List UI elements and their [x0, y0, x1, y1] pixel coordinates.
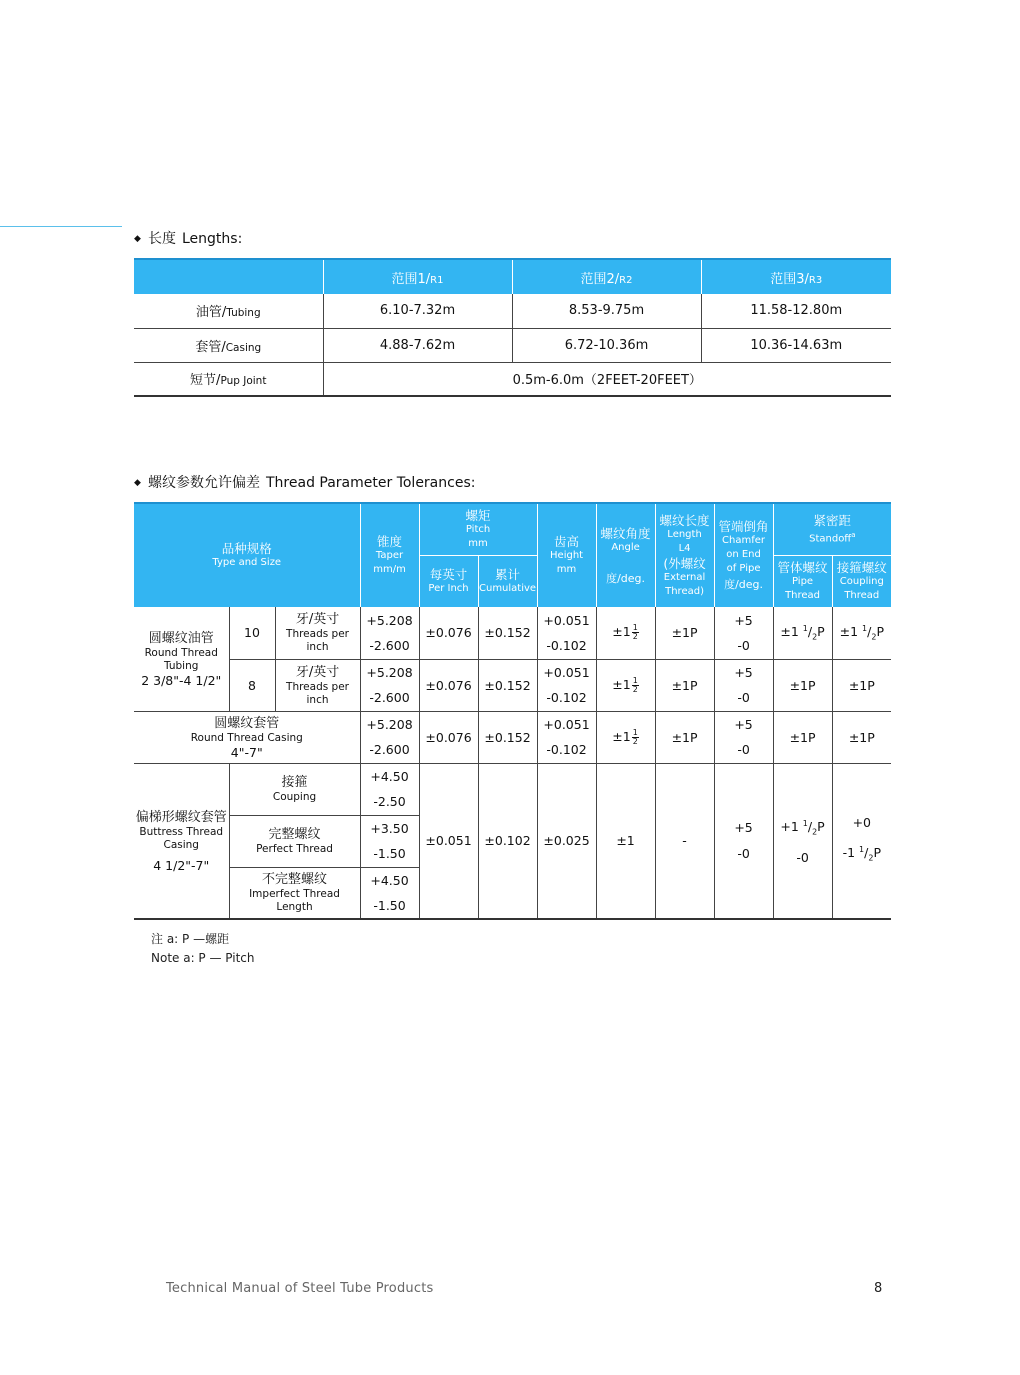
- taper-plus: +4.50: [360, 763, 419, 789]
- angle-value: ±1 $\frac{1}{2}$: [596, 659, 655, 711]
- table-row: [134, 607, 891, 633]
- table-row: [134, 763, 891, 789]
- table-cell: 6.10-7.32m: [323, 294, 512, 328]
- cumulative-value: ±0.152: [478, 607, 537, 659]
- round-casing-label: 圆螺纹套管 Round Thread Casing 4"-7": [134, 711, 360, 763]
- tpi-label: 牙/英寸 Threads per inch: [275, 659, 360, 711]
- thread-tolerance-table: [134, 502, 891, 920]
- height-value: ±0.025: [537, 763, 596, 919]
- pipe-thread-value: +1 $^1/_2P$ -0: [773, 763, 832, 919]
- chamfer-minus: -0: [714, 633, 773, 659]
- buttress-part-imperfect: 不完整螺纹 Imperfect Thread Length: [229, 867, 360, 919]
- chamfer-plus: +5: [714, 607, 773, 633]
- per-inch-value: ±0.076: [419, 711, 478, 763]
- footer-title: Technical Manual of Steel Tube Products: [166, 1281, 434, 1296]
- height-header: 齿高 Height mm: [537, 503, 596, 607]
- table-row: [134, 711, 891, 737]
- per-inch-value: ±0.051: [419, 763, 478, 919]
- length-value: ±1P: [655, 711, 714, 763]
- chamfer-header: 管端倒角 Chamfer on End of Pipe 度/deg.: [714, 503, 773, 607]
- chamfer-value: +5 -0: [714, 763, 773, 919]
- length-value: -: [655, 763, 714, 919]
- accent-line: [0, 226, 122, 227]
- footnote-cn: 注 a: P —螺距: [151, 932, 230, 946]
- thread-heading-cn: 螺纹参数允许偏差: [148, 475, 260, 491]
- pipe-thread-value: ±1P: [773, 711, 832, 763]
- pipe-thread-header: 管体螺纹 Pipe Thread: [773, 555, 832, 607]
- cumulative-value: ±0.102: [478, 763, 537, 919]
- per-inch-value: ±0.076: [419, 659, 478, 711]
- taper-minus: -2.600: [360, 633, 419, 659]
- height-plus: +0.051: [537, 711, 596, 737]
- height-plus: +0.051: [537, 659, 596, 685]
- taper-minus: -2.50: [360, 789, 419, 815]
- taper-minus: -2.600: [360, 685, 419, 711]
- angle-header: 螺纹角度 Angle 度/deg.: [596, 503, 655, 607]
- lengths-heading-en: Lengths:: [182, 231, 243, 247]
- chamfer-plus: +5: [714, 659, 773, 685]
- bullet-icon: ◆: [134, 234, 141, 244]
- table-cell: 11.58-12.80m: [701, 294, 891, 328]
- tpi-value: 8: [229, 659, 275, 711]
- chamfer-plus: +5: [714, 711, 773, 737]
- lengths-header-r1: 范围1/R1: [323, 259, 512, 294]
- round-tubing-label: 圆螺纹油管 Round Thread Tubing 2 3/8"-4 1/2": [134, 607, 229, 711]
- table-cell: 10.36-14.63m: [701, 328, 891, 362]
- table-cell: 8.53-9.75m: [512, 294, 701, 328]
- taper-minus: -1.50: [360, 841, 419, 867]
- coupling-thread-header: 接箍螺纹 Coupling Thread: [832, 555, 891, 607]
- footnote-en: Note a: P — Pitch: [151, 951, 255, 965]
- angle-value: ±1 $\frac{1}{2}$: [596, 607, 655, 659]
- pipe-thread-value: ±1 $^1/_2P$: [773, 607, 832, 659]
- pitch-header: 螺矩 Pitch mm: [419, 503, 537, 555]
- cumulative-value: ±0.152: [478, 711, 537, 763]
- row-label: 短节/Pup Joint: [134, 362, 323, 396]
- lengths-header-r2: 范围2/R2: [512, 259, 701, 294]
- lengths-heading-cn: 长度: [148, 231, 176, 247]
- per-inch-value: ±0.076: [419, 607, 478, 659]
- angle-value: ±1 $\frac{1}{2}$: [596, 711, 655, 763]
- taper-minus: -2.600: [360, 737, 419, 763]
- height-minus: -0.102: [537, 737, 596, 763]
- table-row: [134, 659, 891, 685]
- taper-plus: +4.50: [360, 867, 419, 893]
- chamfer-minus: -0: [714, 685, 773, 711]
- buttress-label: 偏梯形螺纹套管 Buttress Thread Casing 4 1/2"-7": [134, 763, 229, 919]
- lengths-row-casing: [134, 328, 891, 362]
- lengths-heading: [134, 228, 242, 248]
- height-minus: -0.102: [537, 685, 596, 711]
- buttress-part-perfect: 完整螺纹 Perfect Thread: [229, 815, 360, 867]
- taper-plus: +5.208: [360, 659, 419, 685]
- row-label: 套管/Casing: [134, 328, 323, 362]
- row-label: 油管/Tubing: [134, 294, 323, 328]
- height-plus: +0.051: [537, 607, 596, 633]
- angle-value: ±1: [596, 763, 655, 919]
- type-header: 品种规格 Type and Size: [134, 503, 360, 607]
- cumulative-value: ±0.152: [478, 659, 537, 711]
- taper-plus: +5.208: [360, 607, 419, 633]
- lengths-row-tubing: [134, 294, 891, 328]
- lengths-row-pup-joint: [134, 362, 891, 396]
- thread-heading-en: Thread Parameter Tolerances:: [266, 475, 476, 491]
- thread-header-row-1: [134, 503, 891, 555]
- coupling-thread-value: ±1P: [832, 711, 891, 763]
- page-number: 8: [874, 1281, 883, 1296]
- lengths-corner-cell: [134, 259, 323, 294]
- bullet-icon: ◆: [134, 478, 141, 488]
- lengths-header-r3: 范围3/R3: [701, 259, 891, 294]
- coupling-thread-value: +0 -1 $^1/_2P$: [832, 763, 891, 919]
- table-cell: 4.88-7.62m: [323, 328, 512, 362]
- taper-plus: +3.50: [360, 815, 419, 841]
- height-minus: -0.102: [537, 633, 596, 659]
- pipe-thread-value: ±1P: [773, 659, 832, 711]
- per-inch-header: 每英寸 Per Inch: [419, 555, 478, 607]
- coupling-thread-value: ±1P: [832, 659, 891, 711]
- coupling-thread-value: ±1 $^1/_2P$: [832, 607, 891, 659]
- length-value: ±1P: [655, 659, 714, 711]
- chamfer-minus: -0: [714, 737, 773, 763]
- cumulative-header: 累计 Cumulative: [478, 555, 537, 607]
- taper-plus: +5.208: [360, 711, 419, 737]
- table-cell: 6.72-10.36m: [512, 328, 701, 362]
- buttress-part-coupling: 接箍 Couping: [229, 763, 360, 815]
- lengths-table: [134, 258, 891, 397]
- taper-header: 锥度 Taper mm/m: [360, 503, 419, 607]
- length-value: ±1P: [655, 607, 714, 659]
- table-cell: 0.5m-6.0m（2FEET-20FEET）: [323, 362, 891, 396]
- length-header: 螺纹长度 Length L4 (外螺纹 External Thread): [655, 503, 714, 607]
- thread-heading: [134, 472, 475, 492]
- taper-minus: -1.50: [360, 893, 419, 919]
- tpi-label: 牙/英寸 Threads per inch: [275, 607, 360, 659]
- footnote: [151, 930, 255, 968]
- lengths-header-row: [134, 259, 891, 294]
- standoff-header: 紧密距 Standoff$^a$: [773, 503, 891, 555]
- tpi-value: 10: [229, 607, 275, 659]
